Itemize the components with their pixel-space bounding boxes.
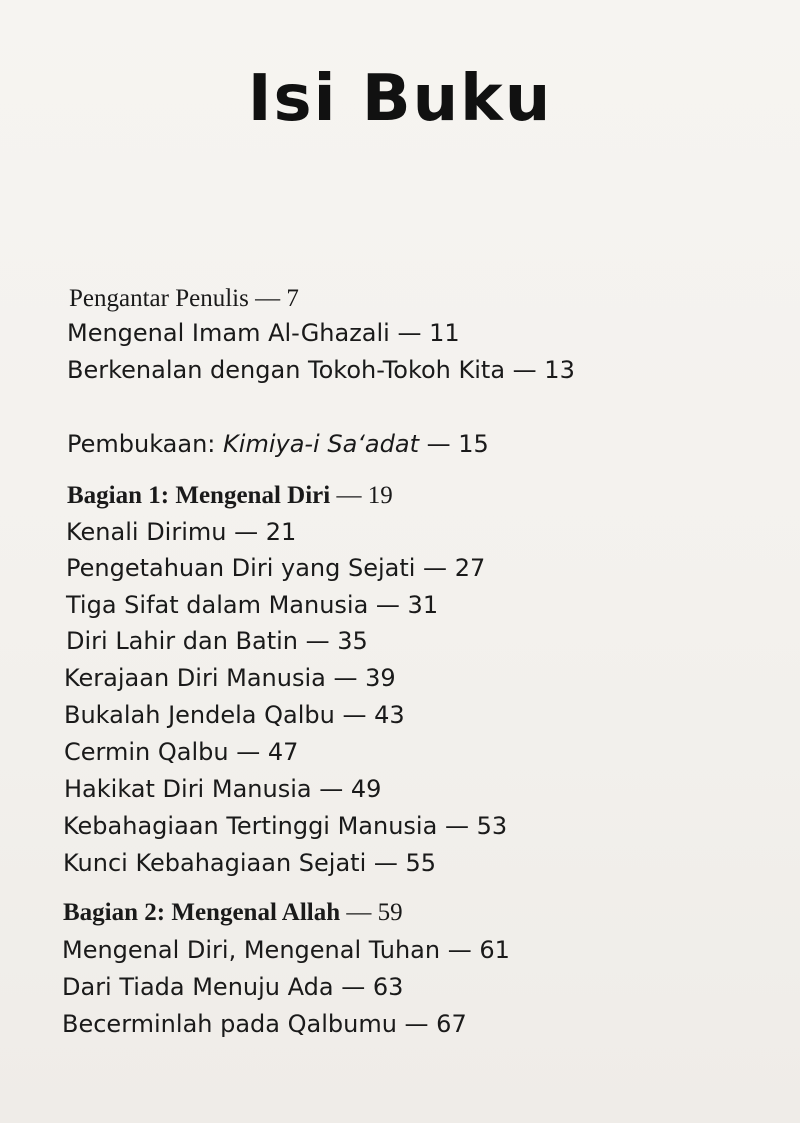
bagian-1-page: — 19	[330, 482, 393, 509]
toc-heading-bagian-2	[63, 898, 403, 928]
toc-entry-berkenalan: Berkenalan dengan Tokoh-Tokoh Kita — 13	[67, 356, 575, 384]
toc-entry: Diri Lahir dan Batin — 35	[66, 627, 368, 655]
toc-entry: Kenali Dirimu — 21	[66, 518, 297, 546]
bagian-2-title: Bagian 2: Mengenal Allah	[63, 899, 341, 926]
toc-heading-bagian-1	[67, 481, 393, 511]
pembukaan-italic-title: Kimiya-i Sa‘adat	[223, 430, 419, 458]
bagian-1-title: Bagian 1: Mengenal Diri	[67, 482, 331, 509]
toc-entry: Hakikat Diri Manusia — 49	[64, 775, 382, 803]
toc-entry: Dari Tiada Menuju Ada — 63	[62, 973, 404, 1001]
toc-entry: Becerminlah pada Qalbumu — 67	[62, 1010, 467, 1038]
bagian-2-page: — 59	[340, 899, 403, 926]
toc-entry-pengantar: Pengantar Penulis — 7	[69, 285, 299, 312]
page-title: Isi Buku	[247, 62, 553, 136]
toc-entry: Tiga Sifat dalam Manusia — 31	[66, 591, 439, 619]
pembukaan-page: — 15	[418, 430, 489, 458]
toc-entry: Kebahagiaan Tertinggi Manusia — 53	[63, 812, 508, 840]
toc-entry: Kunci Kebahagiaan Sejati — 55	[63, 849, 437, 877]
toc-entry: Cermin Qalbu — 47	[64, 738, 299, 766]
toc-entry: Bukalah Jendela Qalbu — 43	[64, 701, 405, 729]
toc-entry-mengenal-imam: Mengenal Imam Al-Ghazali — 11	[67, 319, 460, 347]
pembukaan-label: Pembukaan:	[67, 430, 224, 458]
toc-entry: Mengenal Diri, Mengenal Tuhan — 61	[62, 936, 510, 964]
toc-entry: Kerajaan Diri Manusia — 39	[64, 664, 396, 692]
toc-entry: Pengetahuan Diri yang Sejati — 27	[66, 554, 486, 582]
toc-entry-pembukaan	[67, 429, 489, 459]
